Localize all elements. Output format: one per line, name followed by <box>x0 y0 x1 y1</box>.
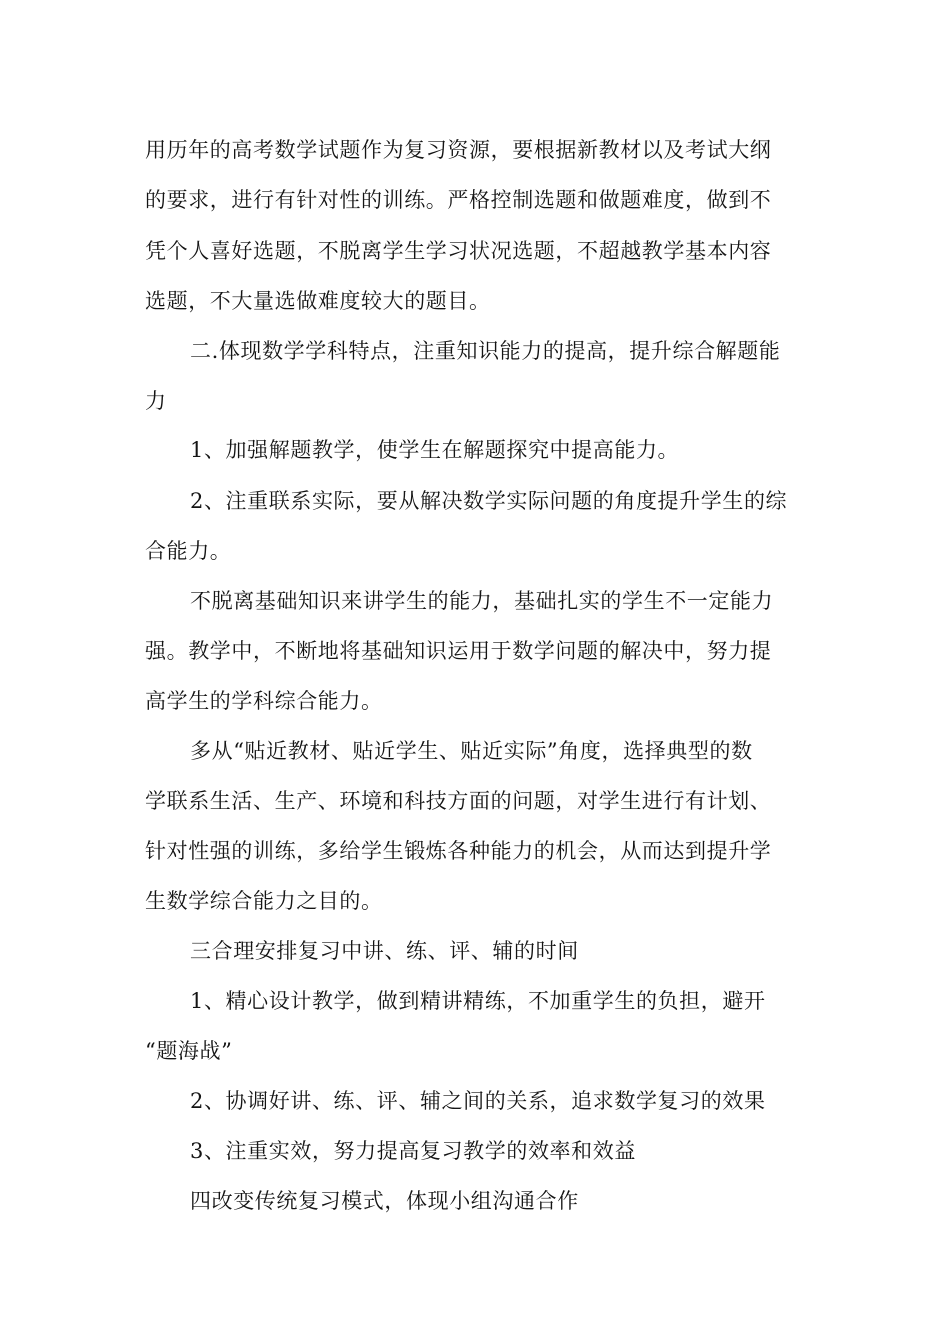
section-heading: 二.体现数学学科特点，注重知识能力的提高，提升综合解题能 <box>190 339 781 363</box>
text-line: 凭个人喜好选题，不脱离学生学习状况选题，不超越教学基本内容 <box>145 239 772 263</box>
paragraph-start: 不脱离基础知识来讲学生的能力，基础扎实的学生不一定能力 <box>190 589 774 613</box>
section-heading: 四改变传统复习模式，体现小组沟通合作 <box>190 1189 579 1213</box>
text-line: 用历年的高考数学试题作为复习资源，要根据新教材以及考试大纲 <box>145 138 772 162</box>
text-line: 生数学综合能力之目的。 <box>145 889 383 913</box>
text-line: 学联系生活、生产、环境和科技方面的问题，对学生进行有计划、 <box>145 789 772 813</box>
text-line: 高学生的学科综合能力。 <box>145 689 383 713</box>
text-line: 强。教学中，不断地将基础知识运用于数学问题的解决中，努力提 <box>145 639 772 663</box>
text-line: 针对性强的训练，多给学生锻炼各种能力的机会，从而达到提升学 <box>145 839 772 863</box>
list-item: 1、精心设计教学，做到精讲精练，不加重学生的负担，避开 <box>190 989 766 1013</box>
text-line: 的要求，进行有针对性的训练。严格控制选题和做题难度，做到不 <box>145 188 772 212</box>
list-item: 3、注重实效，努力提高复习教学的效率和效益 <box>190 1139 636 1163</box>
text-line: 合能力。 <box>145 539 232 563</box>
text-line: “题海战” <box>145 1039 233 1063</box>
paragraph-start: 多从“贴近教材、贴近学生、贴近实际”角度，选择典型的数 <box>190 739 753 763</box>
list-item: 1、加强解题教学，使学生在解题探究中提高能力。 <box>190 438 680 462</box>
list-item: 2、协调好讲、练、评、辅之间的关系，追求数学复习的效果 <box>190 1089 766 1113</box>
text-line: 选题，不大量选做难度较大的题目。 <box>145 289 491 313</box>
text-line: 力 <box>145 389 167 413</box>
list-item: 2、注重联系实际，要从解决数学实际问题的角度提升学生的综 <box>190 489 788 513</box>
section-heading: 三合理安排复习中讲、练、评、辅的时间 <box>190 939 579 963</box>
